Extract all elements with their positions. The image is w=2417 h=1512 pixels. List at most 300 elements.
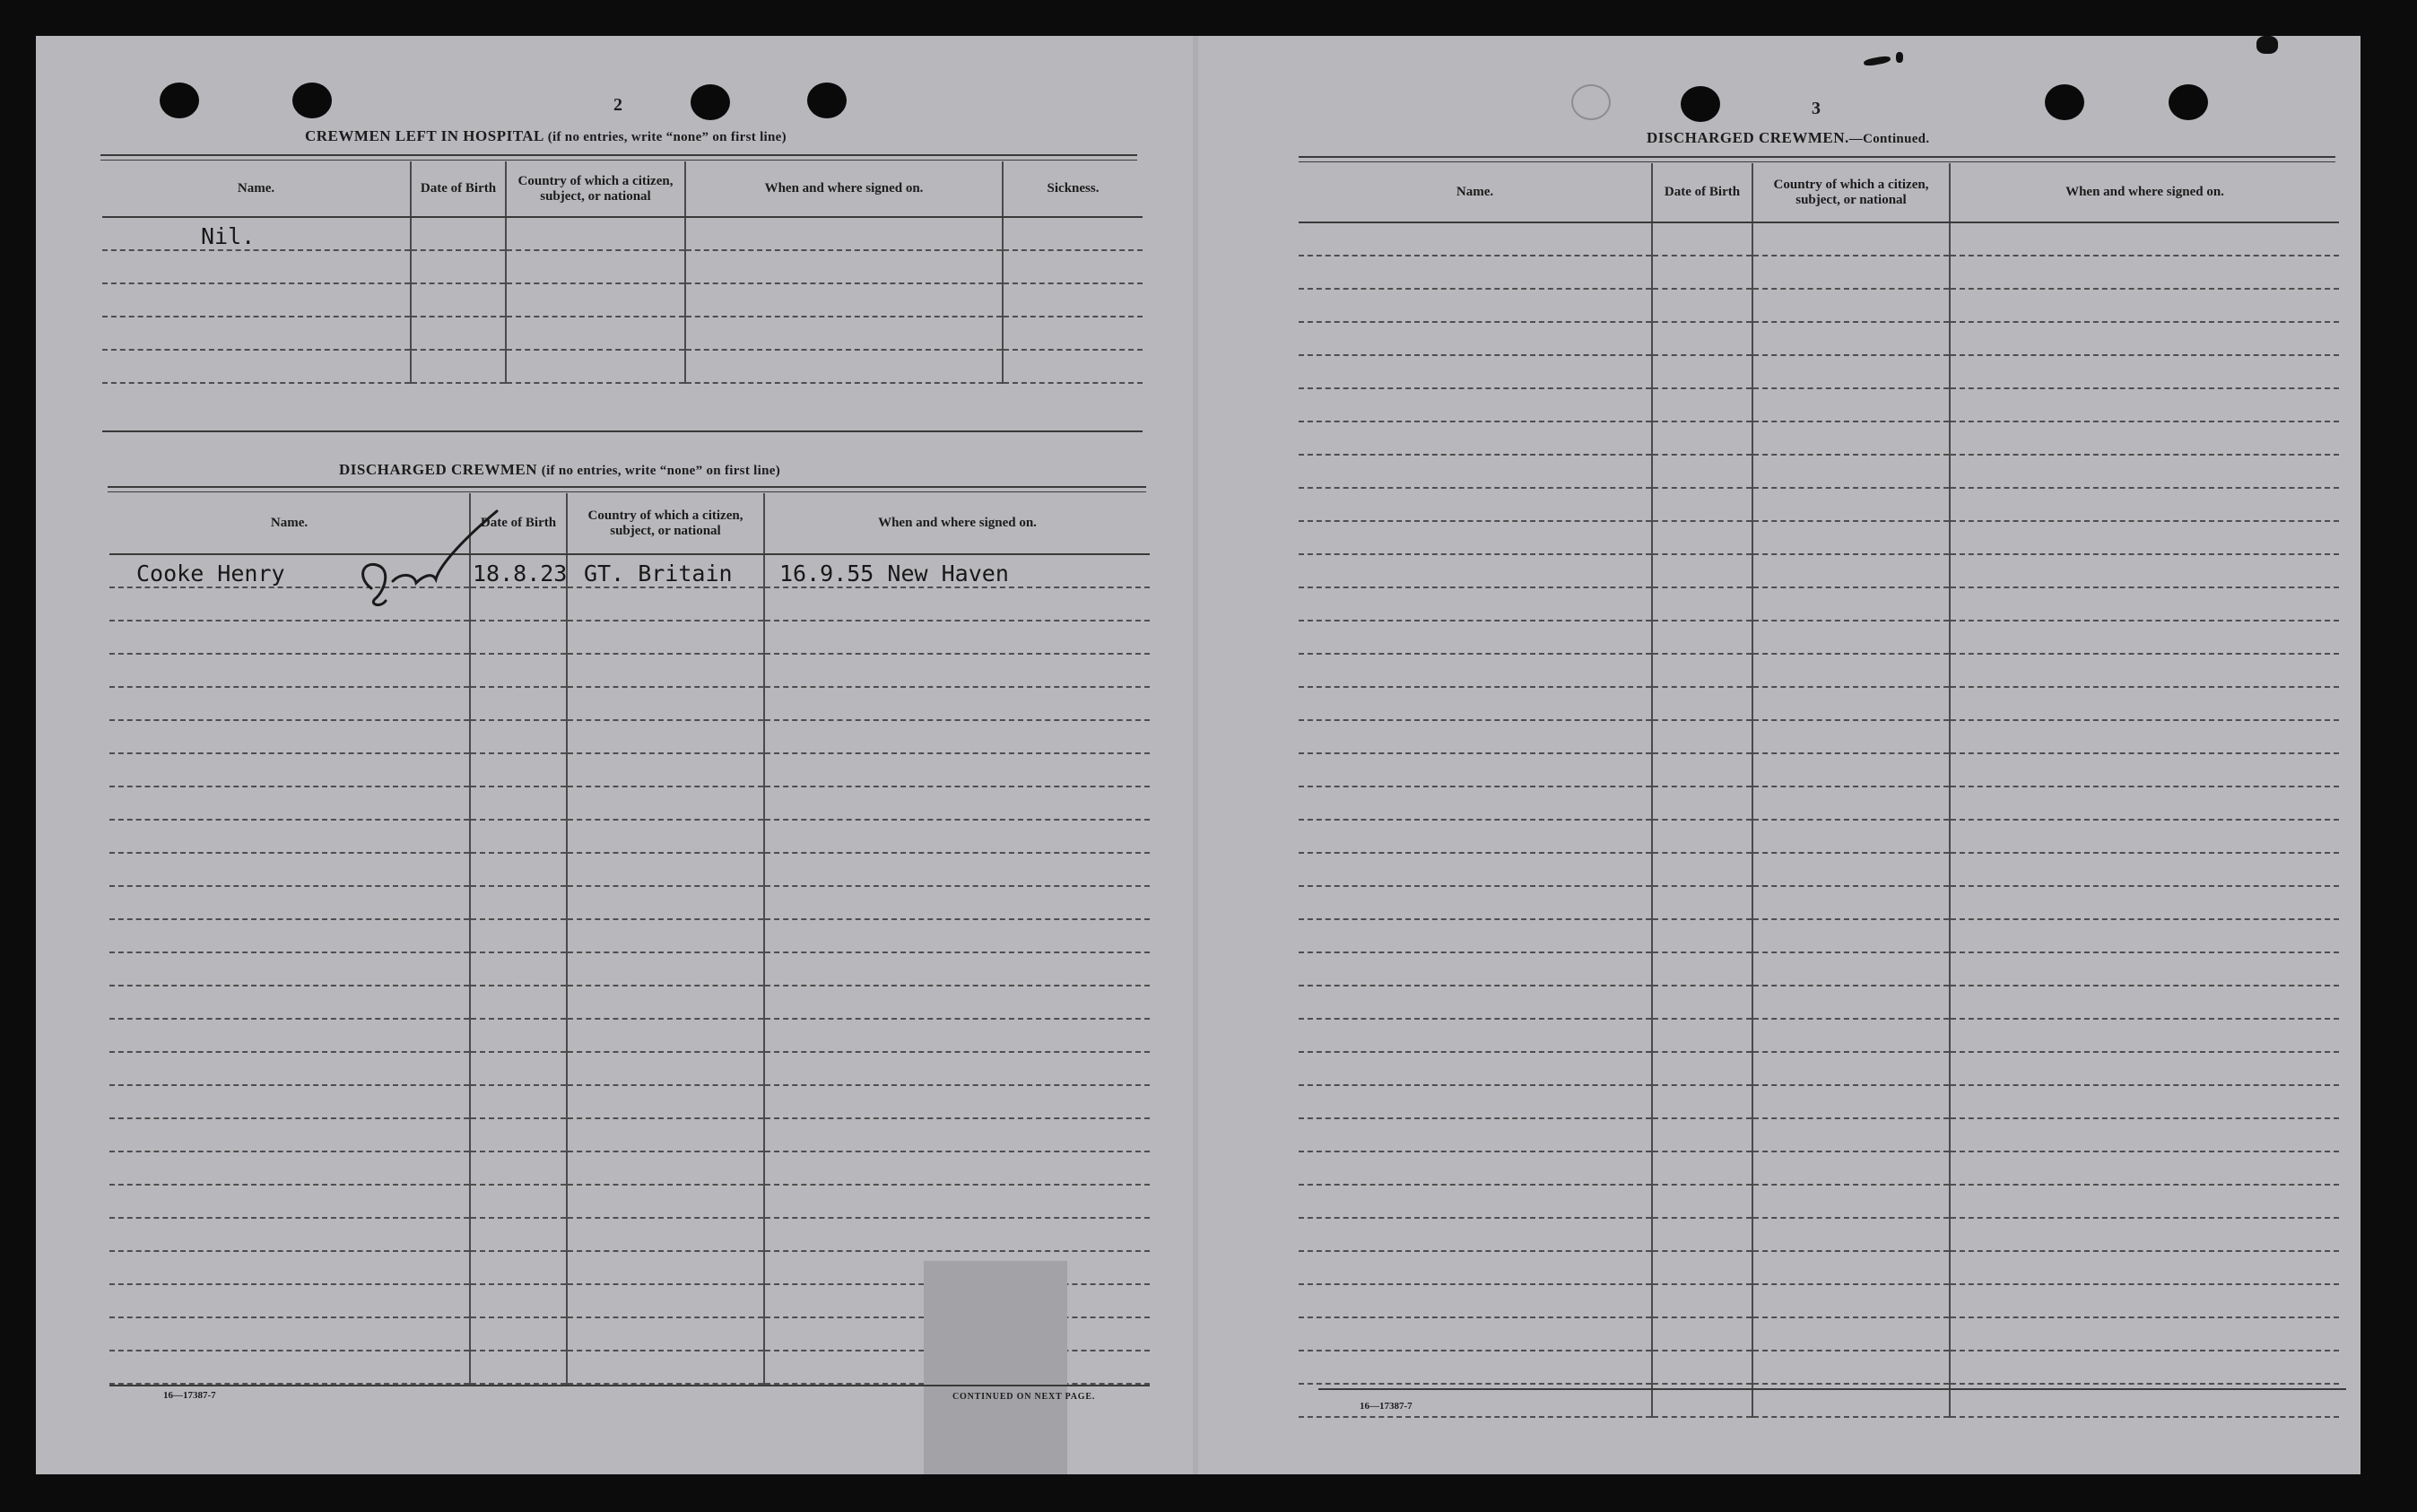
hospital-sickness-cell [1003, 217, 1143, 250]
blank-cell [1652, 322, 1752, 355]
blank-cell [567, 952, 764, 986]
table-row [1299, 720, 2339, 753]
paper-patch [924, 1261, 1067, 1474]
table-row [1299, 687, 2339, 720]
table-row [109, 1019, 1150, 1052]
blank-cell [1652, 720, 1752, 753]
title-rule [100, 160, 1137, 161]
blank-cell [764, 1185, 1150, 1218]
blank-cell [1752, 587, 1950, 621]
blank-cell [470, 621, 567, 654]
blank-cell [1652, 654, 1752, 687]
blank-cell [1752, 1284, 1950, 1317]
blank-cell [1752, 222, 1950, 256]
blank-cell [567, 1251, 764, 1284]
table-row [109, 786, 1150, 820]
blank-cell [567, 687, 764, 720]
blank-cell [1950, 1185, 2339, 1218]
handwritten-mark [339, 502, 509, 619]
blank-cell [1752, 256, 1950, 289]
blank-cell [1299, 322, 1652, 355]
blank-cell [1752, 1118, 1950, 1151]
blank-cell [1299, 1052, 1652, 1085]
table-row [109, 687, 1150, 720]
table-row [109, 621, 1150, 654]
blank-cell [1752, 1251, 1950, 1284]
blank-cell [1950, 1085, 2339, 1118]
blank-cell [470, 1251, 567, 1284]
table-row [109, 853, 1150, 886]
blank-cell [567, 1351, 764, 1384]
blank-cell [470, 1052, 567, 1085]
discharged-name-cell: Cooke Henry [109, 554, 470, 587]
blank-cell [1652, 919, 1752, 952]
blank-cell [109, 986, 470, 1019]
blank-cell [567, 886, 764, 919]
table-row [1299, 786, 2339, 820]
blank-cell [567, 786, 764, 820]
blank-cell [567, 1019, 764, 1052]
blank-cell [109, 853, 470, 886]
blank-cell [1752, 986, 1950, 1019]
blank-cell [1950, 1317, 2339, 1351]
table-row [1299, 1185, 2339, 1218]
blank-cell [1299, 919, 1652, 952]
blank-cell [470, 1019, 567, 1052]
table-row [109, 1185, 1150, 1218]
blank-cell [1950, 919, 2339, 952]
blank-cell [470, 1317, 567, 1351]
blank-cell [1752, 919, 1950, 952]
blank-cell [1752, 1151, 1950, 1185]
table-row [1299, 853, 2339, 886]
hospital-name-cell: Nil. [102, 217, 411, 250]
table-row [1299, 587, 2339, 621]
section-rule [102, 430, 1143, 432]
col-header-signed-on: When and where signed on. [1950, 163, 2339, 222]
blank-cell [1652, 554, 1752, 587]
table-row [1299, 654, 2339, 687]
blank-cell [1752, 1019, 1950, 1052]
blank-cell [470, 919, 567, 952]
blank-cell [1652, 1019, 1752, 1052]
blank-cell [1299, 1218, 1652, 1251]
blank-cell [1299, 1019, 1652, 1052]
blank-cell [1950, 720, 2339, 753]
blank-cell [764, 621, 1150, 654]
blank-cell [764, 587, 1150, 621]
table-row [1299, 1085, 2339, 1118]
blank-cell [1950, 1251, 2339, 1284]
blank-cell [1950, 952, 2339, 986]
blank-cell [470, 952, 567, 986]
blank-cell [1299, 1185, 1652, 1218]
blank-cell [470, 720, 567, 753]
blank-cell [109, 720, 470, 753]
table-row [1299, 388, 2339, 421]
blank-cell [1652, 587, 1752, 621]
blank-cell [109, 1351, 470, 1384]
blank-cell [764, 986, 1150, 1019]
blank-cell [1950, 256, 2339, 289]
blank-cell [109, 786, 470, 820]
blank-cell [567, 587, 764, 621]
table-row [1299, 256, 2339, 289]
title-rule [1299, 161, 2335, 162]
discharged-continued-title: DISCHARGED CREWMEN.—Continued. [1647, 129, 1930, 146]
blank-cell [109, 886, 470, 919]
table-row [1299, 886, 2339, 919]
table-row [109, 554, 1150, 587]
table-row [1299, 1019, 2339, 1052]
blank-cell [1299, 421, 1652, 455]
blank-cell [1752, 886, 1950, 919]
blank-cell [764, 687, 1150, 720]
punch-hole [807, 83, 847, 118]
table-row [1299, 952, 2339, 986]
blank-cell [1950, 820, 2339, 853]
blank-cell [1299, 1118, 1652, 1151]
blank-cell [567, 986, 764, 1019]
table-row [1299, 919, 2339, 952]
blank-cell [109, 1317, 470, 1351]
blank-cell [1299, 786, 1652, 820]
ink-speck [1864, 55, 1891, 66]
blank-cell [1950, 1118, 2339, 1151]
blank-cell [567, 853, 764, 886]
blank-cell [567, 753, 764, 786]
blank-cell [109, 919, 470, 952]
blank-cell [567, 1052, 764, 1085]
blank-cell [470, 1118, 567, 1151]
table-row [102, 283, 1143, 317]
blank-cell [109, 952, 470, 986]
punch-hole [160, 83, 199, 118]
discharged-country-cell: GT. Britain [567, 554, 764, 587]
blank-cell [470, 853, 567, 886]
title-rule [108, 486, 1146, 488]
blank-cell [1652, 886, 1752, 919]
blank-cell [1652, 1351, 1752, 1384]
blank-cell [1950, 554, 2339, 587]
blank-cell [1299, 256, 1652, 289]
blank-cell [567, 1317, 764, 1351]
blank-cell [1950, 654, 2339, 687]
blank-cell [764, 1052, 1150, 1085]
discharged-continued-table [1299, 163, 2339, 1418]
blank-cell [1652, 986, 1752, 1019]
title-rule [1299, 156, 2335, 158]
blank-cell [1299, 521, 1652, 554]
blank-cell [1752, 621, 1950, 654]
table-row [102, 217, 1143, 250]
title-rule [108, 491, 1146, 492]
col-header-signed-on: When and where signed on. [764, 493, 1150, 554]
blank-cell [1299, 1151, 1652, 1185]
punch-hole [1681, 86, 1720, 122]
table-row [109, 654, 1150, 687]
blank-cell [1652, 455, 1752, 488]
blank-cell [1950, 1151, 2339, 1185]
blank-cell [1299, 654, 1652, 687]
blank-cell [1652, 786, 1752, 820]
discharged-section-title: DISCHARGED CREWMEN (if no entries, write “none” on first line) [339, 461, 780, 478]
blank-cell [1950, 1052, 2339, 1085]
blank-cell [1950, 488, 2339, 521]
col-header-name: Name. [102, 161, 411, 217]
blank-cell [1652, 1052, 1752, 1085]
blank-cell [470, 687, 567, 720]
blank-cell [1652, 488, 1752, 521]
blank-cell [1950, 289, 2339, 322]
blank-cell [1752, 952, 1950, 986]
table-row [109, 886, 1150, 919]
discharged-table [109, 493, 1150, 1385]
bottom-rule [1318, 1388, 2346, 1390]
blank-cell [764, 1118, 1150, 1151]
hospital-table [102, 161, 1143, 384]
blank-cell [1652, 388, 1752, 421]
table-row [1299, 554, 2339, 587]
ink-speck [1896, 52, 1903, 63]
table-row [1299, 1317, 2339, 1351]
blank-cell [109, 687, 470, 720]
blank-cell [1950, 421, 2339, 455]
blank-cell [1299, 1085, 1652, 1118]
blank-cell [1752, 720, 1950, 753]
ink-speck [2256, 36, 2278, 54]
blank-cell [764, 1218, 1150, 1251]
blank-cell [109, 1218, 470, 1251]
blank-cell [764, 720, 1150, 753]
table-row [109, 1052, 1150, 1085]
blank-cell [1752, 654, 1950, 687]
blank-cell [1752, 322, 1950, 355]
table-row [109, 1151, 1150, 1185]
blank-cell [1652, 1085, 1752, 1118]
blank-cell [470, 886, 567, 919]
blank-cell [567, 919, 764, 952]
table-row [1299, 986, 2339, 1019]
table-row [102, 317, 1143, 350]
blank-cell [1299, 1251, 1652, 1284]
blank-cell [1652, 621, 1752, 654]
table-row [1299, 322, 2339, 355]
form-code: 16—17387-7 [163, 1390, 216, 1401]
right-page [1198, 36, 2360, 1474]
blank-cell [1299, 222, 1652, 256]
continued-note: CONTINUED ON NEXT PAGE. [952, 1392, 1096, 1402]
table-row [1299, 1284, 2339, 1317]
blank-cell [764, 1085, 1150, 1118]
blank-cell [567, 1151, 764, 1185]
blank-cell [1652, 853, 1752, 886]
blank-cell [1950, 853, 2339, 886]
blank-cell [567, 1085, 764, 1118]
blank-cell [1950, 455, 2339, 488]
blank-cell [1652, 687, 1752, 720]
blank-cell [764, 753, 1150, 786]
hospital-dob-cell [411, 217, 506, 250]
table-row [109, 919, 1150, 952]
blank-cell [764, 919, 1150, 952]
blank-cell [1299, 986, 1652, 1019]
table-row [109, 587, 1150, 621]
blank-cell [1950, 355, 2339, 388]
blank-cell [1652, 1284, 1752, 1317]
table-row [1299, 820, 2339, 853]
punch-hole [292, 83, 332, 118]
blank-cell [1652, 1251, 1752, 1284]
discharged-dob-cell: 18.8.23 [470, 554, 567, 587]
blank-cell [1299, 853, 1652, 886]
blank-cell [764, 654, 1150, 687]
table-row [109, 1085, 1150, 1118]
col-header-name: Name. [109, 493, 470, 554]
form-code: 16—17387-7 [1360, 1401, 1413, 1412]
blank-cell [1299, 621, 1652, 654]
blank-cell [1752, 521, 1950, 554]
blank-cell [1752, 1351, 1950, 1384]
blank-cell [1752, 388, 1950, 421]
col-header-name: Name. [1299, 163, 1652, 222]
blank-cell [1652, 952, 1752, 986]
blank-cell [1752, 1085, 1950, 1118]
blank-cell [109, 1185, 470, 1218]
blank-cell [1752, 355, 1950, 388]
blank-cell [1950, 1019, 2339, 1052]
blank-cell [1752, 488, 1950, 521]
punch-hole [691, 84, 730, 120]
table-row [102, 250, 1143, 283]
table-row [1299, 455, 2339, 488]
blank-cell [1950, 886, 2339, 919]
blank-cell [1299, 1284, 1652, 1317]
blank-cell [109, 1118, 470, 1151]
blank-cell [1652, 421, 1752, 455]
blank-cell [1652, 1151, 1752, 1185]
hospital-country-cell [506, 217, 685, 250]
col-header-dob: Date of Birth [411, 161, 506, 217]
blank-cell [567, 1218, 764, 1251]
blank-cell [1299, 554, 1652, 587]
blank-cell [1950, 1218, 2339, 1251]
blank-cell [109, 1019, 470, 1052]
blank-cell [567, 1185, 764, 1218]
table-row [1299, 753, 2339, 786]
blank-cell [1299, 1351, 1652, 1384]
blank-cell [1299, 687, 1652, 720]
blank-cell [470, 654, 567, 687]
blank-cell [1752, 753, 1950, 786]
blank-cell [1950, 986, 2339, 1019]
blank-cell [1652, 256, 1752, 289]
page-number: 3 [1812, 99, 1821, 118]
blank-cell [109, 1052, 470, 1085]
table-row [1299, 1151, 2339, 1185]
blank-cell [109, 1251, 470, 1284]
col-header-signed-on: When and where signed on. [685, 161, 1003, 217]
table-row [109, 986, 1150, 1019]
blank-cell [1652, 355, 1752, 388]
blank-cell [1652, 1218, 1752, 1251]
table-row [109, 952, 1150, 986]
col-header-country: Country of which a citizen, subject, or national [567, 493, 764, 554]
table-row [1299, 1052, 2339, 1085]
blank-cell [470, 1151, 567, 1185]
blank-cell [1652, 1317, 1752, 1351]
document-sheet [36, 36, 2360, 1474]
blank-cell [1752, 786, 1950, 820]
blank-cell [109, 654, 470, 687]
blank-cell [1299, 488, 1652, 521]
table-row [1299, 1218, 2339, 1251]
blank-cell [1950, 621, 2339, 654]
blank-cell [109, 820, 470, 853]
blank-cell [470, 1284, 567, 1317]
blank-cell [567, 654, 764, 687]
blank-cell [470, 1351, 567, 1384]
blank-cell [1299, 455, 1652, 488]
col-header-dob: Date of Birth [470, 493, 567, 554]
blank-cell [1299, 587, 1652, 621]
blank-cell [1652, 1118, 1752, 1151]
hospital-signed-cell [685, 217, 1003, 250]
blank-cell [1752, 820, 1950, 853]
punch-hole [2169, 84, 2208, 120]
blank-cell [1652, 1185, 1752, 1218]
blank-cell [1752, 1052, 1950, 1085]
blank-cell [1752, 1317, 1950, 1351]
table-row [1299, 621, 2339, 654]
blank-cell [1752, 421, 1950, 455]
blank-cell [109, 1151, 470, 1185]
blank-cell [567, 621, 764, 654]
blank-cell [1299, 388, 1652, 421]
table-row [109, 1218, 1150, 1251]
blank-cell [764, 952, 1150, 986]
blank-cell [1950, 1351, 2339, 1384]
table-row [1299, 222, 2339, 256]
blank-cell [109, 1085, 470, 1118]
blank-cell [1752, 687, 1950, 720]
table-row [1299, 1351, 2339, 1384]
col-header-dob: Date of Birth [1652, 163, 1752, 222]
blank-cell [1299, 753, 1652, 786]
blank-cell [470, 1085, 567, 1118]
blank-cell [1950, 222, 2339, 256]
blank-cell [764, 1019, 1150, 1052]
bottom-rule [109, 1385, 1150, 1386]
blank-cell [1950, 1284, 2339, 1317]
table-row [109, 820, 1150, 853]
table-row [1299, 521, 2339, 554]
blank-cell [1652, 521, 1752, 554]
hospital-section-title: CREWMEN LEFT IN HOSPITAL (if no entries, write “none” on first line) [305, 127, 787, 144]
table-row [109, 1118, 1150, 1151]
blank-cell [470, 753, 567, 786]
blank-cell [1950, 786, 2339, 820]
page-number: 2 [613, 95, 622, 115]
blank-cell [1752, 554, 1950, 587]
blank-cell [1299, 1317, 1652, 1351]
table-row [1299, 488, 2339, 521]
table-row [109, 720, 1150, 753]
blank-cell [764, 853, 1150, 886]
table-row [1299, 1251, 2339, 1284]
discharged-signed-cell: 16.9.55 New Haven [764, 554, 1150, 587]
table-row [1299, 1118, 2339, 1151]
